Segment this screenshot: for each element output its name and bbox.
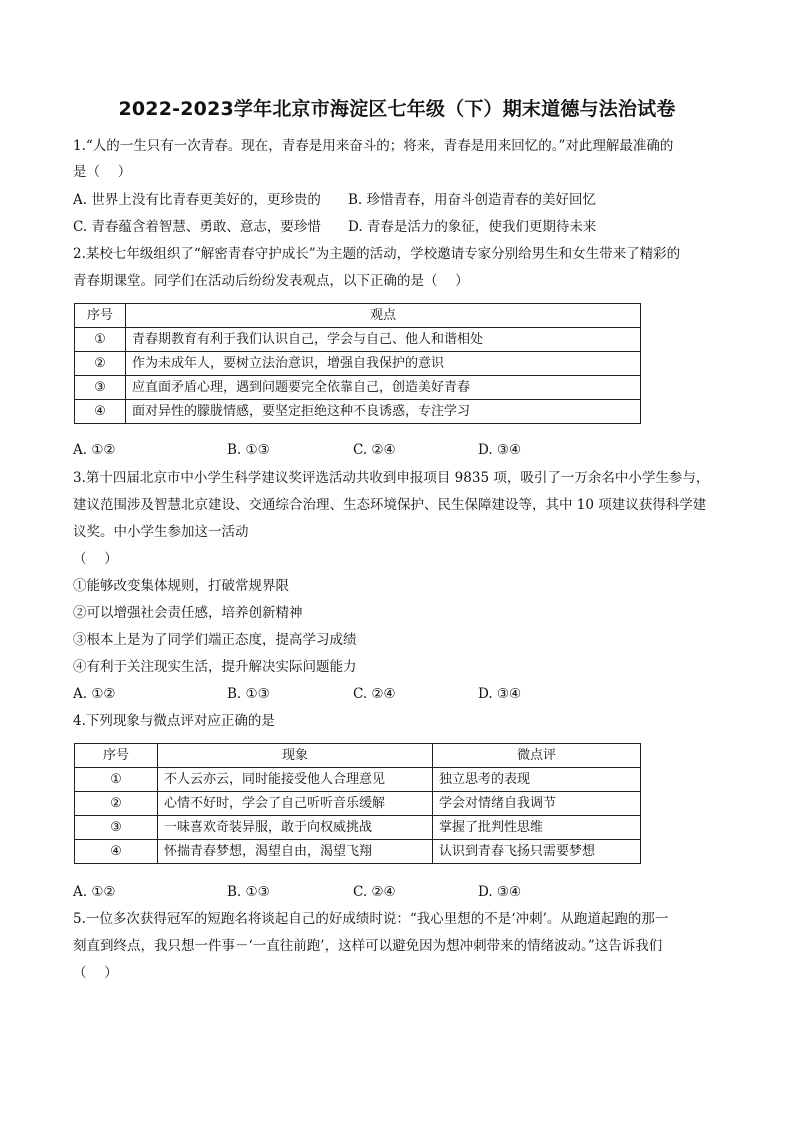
table-cell: 心情不好时，学会了自己听听音乐缓解 bbox=[158, 792, 433, 816]
q3-option-a: A. ①② bbox=[73, 686, 116, 702]
table-cell: 学会对情绪自我调节 bbox=[433, 792, 641, 816]
table-row bbox=[75, 376, 641, 400]
table-cell: ① bbox=[75, 768, 158, 792]
q3-item-4: ④有利于关注现实生活，提升解决实际问题能力 bbox=[73, 659, 357, 675]
table-cell: 掌握了批判性思维 bbox=[433, 816, 641, 840]
q2-option-d: D. ③④ bbox=[478, 442, 522, 458]
table-row bbox=[75, 328, 641, 352]
table-cell: 认识到青春飞扬只需要梦想 bbox=[433, 840, 641, 864]
table-cell: ① bbox=[75, 328, 126, 352]
q3-option-c: C. ②④ bbox=[353, 686, 396, 702]
table-header-cell: 序号 bbox=[75, 304, 126, 328]
q3-item-2: ②可以增强社会责任感，培养创新精神 bbox=[73, 605, 303, 621]
table-cell: 不人云亦云，同时能接受他人合理意见 bbox=[158, 768, 433, 792]
q2-option-b: B. ①③ bbox=[227, 442, 270, 458]
table-cell: ④ bbox=[75, 400, 126, 424]
q3-stem-line2: 建议范围涉及智慧北京建设、交通综合治理、生态环境保护、民生保障建设等，其中 10 项建议获得科学建 bbox=[73, 497, 707, 513]
q3-item-3: ③根本上是为了同学们端正态度，提高学习成绩 bbox=[73, 632, 357, 648]
table-cell: 怀揣青春梦想，渴望自由，渴望飞翔 bbox=[158, 840, 433, 864]
q3-option-b: B. ①③ bbox=[227, 686, 270, 702]
table-row bbox=[75, 816, 641, 840]
table-cell: 青春期教育有利于我们认识自己，学会与自己、他人和谐相处 bbox=[126, 328, 641, 352]
q3-stem-line4: （ ） bbox=[73, 551, 118, 567]
table-header-cell: 现象 bbox=[158, 744, 433, 768]
q2-stem-line1: 2.某校七年级组织了“解密青春守护成长”为主题的活动，学校邀请专家分别给男生和女生带来了精彩的 bbox=[73, 246, 681, 262]
q1-stem-line2: 是（ ） bbox=[73, 164, 132, 180]
table-row bbox=[75, 792, 641, 816]
page-title: 2022-2023学年北京市海淀区七年级（下）期末道德与法治试卷 bbox=[118, 98, 676, 120]
table-header-cell: 微点评 bbox=[433, 744, 641, 768]
q3-stem-line3: 议奖。中小学生参加这一活动 bbox=[73, 524, 249, 540]
table-cell: 面对异性的朦胧情感，要坚定拒绝这种不良诱惑，专注学习 bbox=[126, 400, 641, 424]
q5-stem-line1: 5.一位多次获得冠军的短跑名将谈起自己的好成绩时说：“我心里想的不是‘冲刺’。从跑道起跑的那一 bbox=[73, 911, 669, 927]
table-cell: 一味喜欢奇装异服，敢于向权威挑战 bbox=[158, 816, 433, 840]
table-cell: ② bbox=[75, 352, 126, 376]
q5-stem-line2: 刻直到终点，我只想一件事－‘一直往前跑’，这样可以避免因为想冲刺带来的情绪波动。”这告诉我们 bbox=[73, 938, 663, 954]
table-header-cell: 序号 bbox=[75, 744, 158, 768]
table-row bbox=[75, 840, 641, 864]
table-cell: 应直面矛盾心理，遇到问题要完全依靠自己，创造美好青春 bbox=[126, 376, 641, 400]
q1-option-c: C. 青春蕴含着智慧、勇敢、意志，要珍惜 bbox=[73, 219, 321, 235]
table-cell: ② bbox=[75, 792, 158, 816]
table-header-row bbox=[75, 304, 641, 328]
table-row bbox=[75, 768, 641, 792]
table-cell: ④ bbox=[75, 840, 158, 864]
q4-option-b: B. ①③ bbox=[227, 884, 270, 900]
q4-option-d: D. ③④ bbox=[478, 884, 522, 900]
q4-stem-line1: 4.下列现象与微点评对应正确的是 bbox=[73, 713, 275, 729]
q1-stem-line1: 1.“人的一生只有一次青春。现在，青春是用来奋斗的；将来，青春是用来回忆的。”对此理解最准确的 bbox=[73, 138, 674, 154]
q2-option-a: A. ①② bbox=[73, 442, 116, 458]
table-cell: 独立思考的表现 bbox=[433, 768, 641, 792]
q1-option-b: B. 珍惜青春，用奋斗创造青春的美好回忆 bbox=[348, 192, 597, 208]
q2-option-c: C. ②④ bbox=[353, 442, 396, 458]
q4-option-c: C. ②④ bbox=[353, 884, 396, 900]
q1-option-a: A. 世界上没有比青春更美好的，更珍贵的 bbox=[73, 192, 321, 208]
table-header-cell: 观点 bbox=[126, 304, 641, 328]
q5-stem-line3: （ ） bbox=[73, 965, 118, 981]
q4-phenomenon-table bbox=[74, 743, 641, 864]
q4-option-a: A. ①② bbox=[73, 884, 116, 900]
table-header-row bbox=[75, 744, 641, 768]
table-row bbox=[75, 400, 641, 424]
table-cell: ③ bbox=[75, 376, 126, 400]
q3-stem-line1: 3.第十四届北京市中小学生科学建议奖评选活动共收到申报项目 9835 项，吸引了一万余名中小学生参与， bbox=[73, 470, 710, 486]
q2-viewpoint-table bbox=[74, 303, 641, 424]
table-cell: 作为未成年人，要树立法治意识，增强自我保护的意识 bbox=[126, 352, 641, 376]
table-cell: ③ bbox=[75, 816, 158, 840]
q3-item-1: ①能够改变集体规则，打破常规界限 bbox=[73, 578, 289, 594]
q1-option-d: D. 青春是活力的象征，使我们更期待未来 bbox=[348, 219, 597, 235]
q2-stem-line2: 青春期课堂。同学们在活动后纷纷发表观点，以下正确的是（ ） bbox=[73, 273, 469, 289]
table-row bbox=[75, 352, 641, 376]
q3-option-d: D. ③④ bbox=[478, 686, 522, 702]
